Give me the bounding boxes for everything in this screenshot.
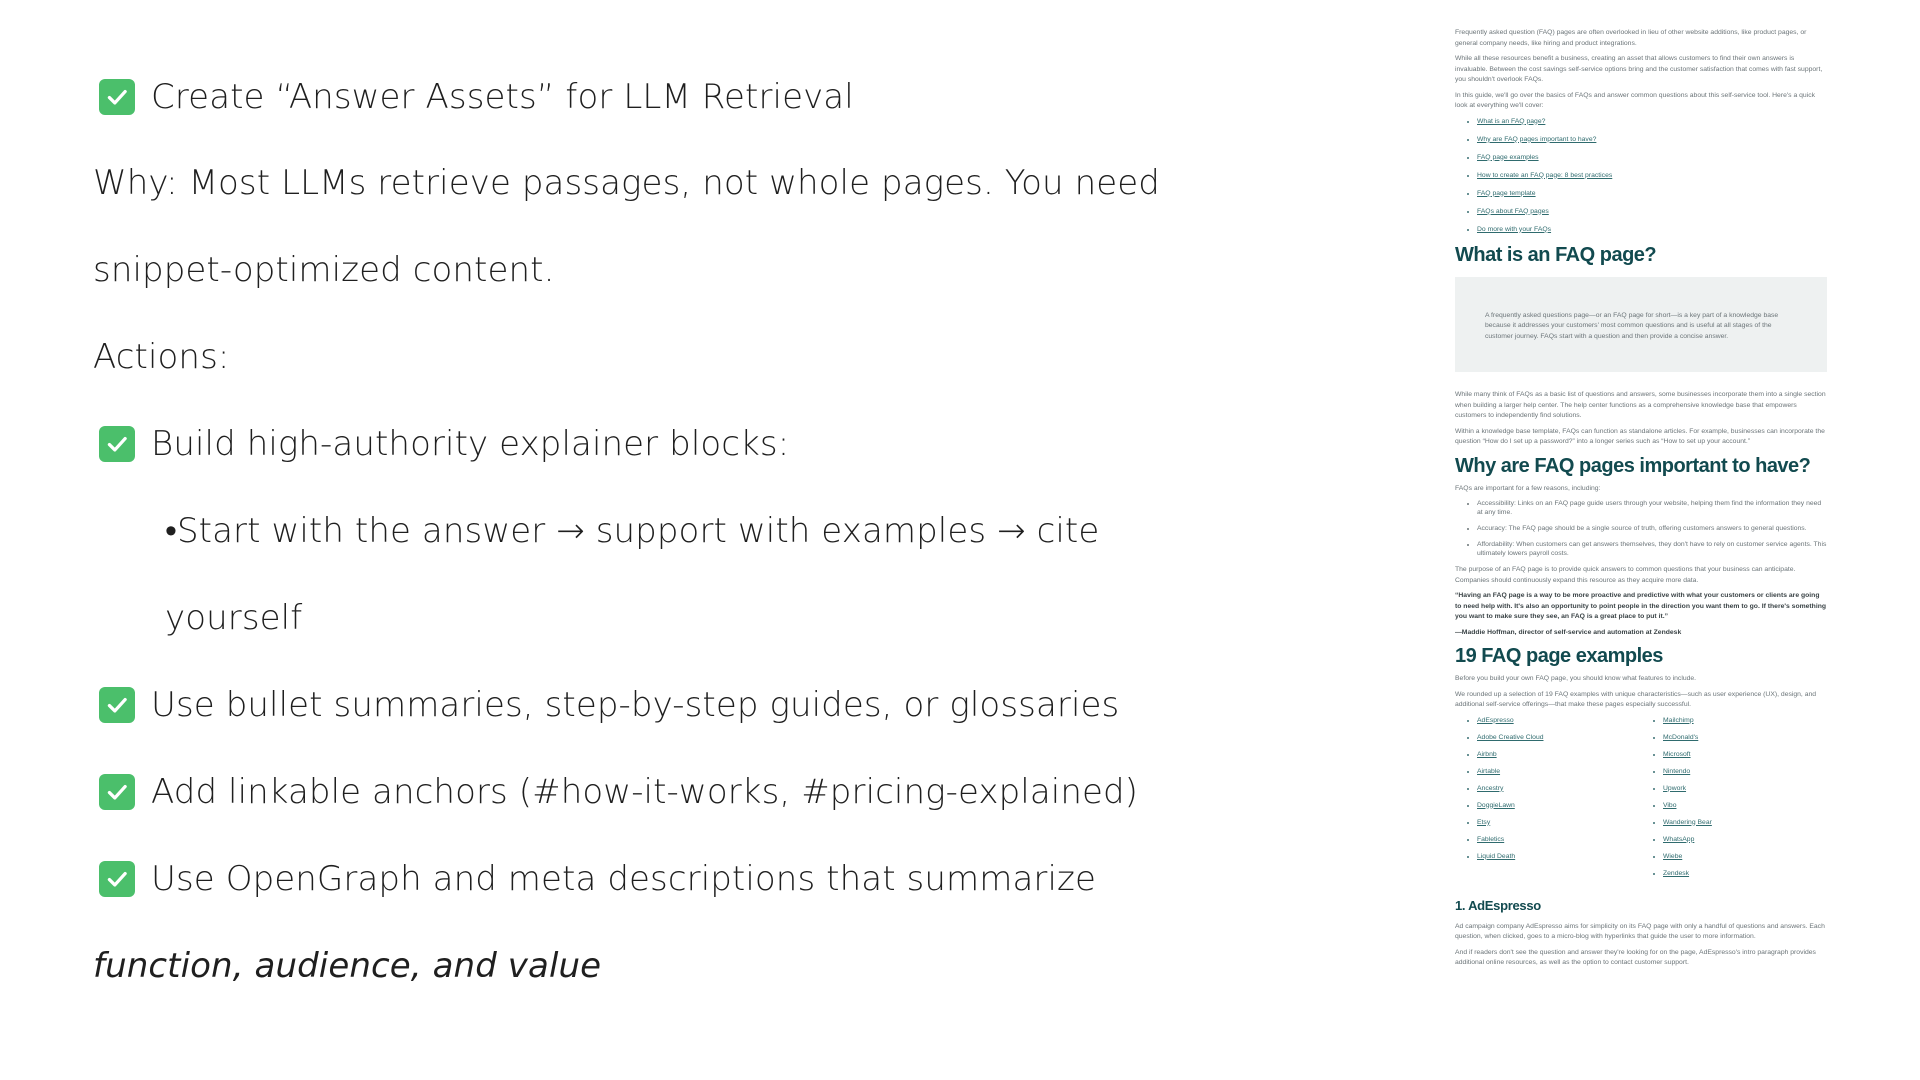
example-link[interactable]: • Fabletics: [1477, 835, 1641, 844]
faq-article-screenshot: [1455, 28, 1827, 1080]
examples-column-2: [1641, 716, 1827, 886]
article-intro-3: In this guide, we'll go over the basics of FAQs and answer common questions about this self-service tool. Here's a quick look at everything we'll cover:: [1455, 91, 1815, 109]
examples-column-1: [1455, 716, 1641, 886]
toc-item[interactable]: • What is an FAQ page?: [1477, 117, 1827, 126]
example-link[interactable]: • Upwork: [1663, 784, 1827, 793]
toc-item[interactable]: • Why are FAQ pages important to have?: [1477, 135, 1827, 144]
callout-text: A frequently asked questions page—or an FAQ page for short—is a key part of a knowledge base because it addresses your customers' most common questions and is useful at all stages of the customer journey. FAQs start with a question and then provide a concise answer.: [1485, 311, 1779, 340]
article-intro-2: While all these resources benefit a business, creating an asset that allows customers to find their own answers is invaluable. Between the cost savings self-service options bring and the customer satisfaction that comes with fast support, you shouldn't overlook FAQs.: [1455, 55, 1823, 83]
definition-callout: [1455, 277, 1827, 373]
reasons-intro: FAQs are important for a few reasons, including:: [1455, 484, 1601, 492]
example-link[interactable]: • Airtable: [1477, 767, 1641, 776]
example-link[interactable]: • Mailchimp: [1663, 716, 1827, 725]
heading-what-is-faq: What is an FAQ page?: [1455, 243, 1657, 266]
actions-label: Actions:: [93, 337, 230, 377]
heading-adespresso: 1. AdEspresso: [1455, 897, 1541, 913]
example-link[interactable]: • McDonald's: [1663, 733, 1827, 742]
example-link[interactable]: • Nintendo: [1663, 767, 1827, 776]
table-of-contents: [1455, 117, 1827, 234]
action-item-2: [99, 685, 1119, 725]
action-item-4: [99, 859, 1096, 899]
action-item-4-text: Use OpenGraph and meta descriptions that summarize: [151, 859, 1096, 899]
adespresso-para-1: Ad campaign company AdEspresso aims for simplicity on its FAQ page with only a handful of questions and answers. Each question, when clicked, goes to a micro-blog with hyperlinks that guide the user to more information.: [1455, 922, 1825, 940]
check-mark-icon: [99, 687, 135, 723]
article-para-4: While many think of FAQs as a basic list of questions and answers, some businesses incorporate them into a single section when building a larger help center. The help center functions as a comprehensive knowledge base that empowers customers to independently find solutions.: [1455, 391, 1826, 419]
heading-why-important: Why are FAQ pages important to have?: [1455, 454, 1811, 477]
action-item-2-text: Use bullet summaries, step-by-step guides, or glossaries: [151, 685, 1120, 725]
quote-text: “Having an FAQ page is a way to be more proactive and predictive with what your customers or clients are going to need help with. It's also an opportunity to point people in the direction you want them to go. If there's something you want to make sure they see, an FAQ is a great place to put it.”: [1455, 592, 1827, 620]
quote-author: —Maddie Hoffman, director of self-service and automation at Zendesk: [1455, 628, 1682, 636]
heading-row: [99, 77, 854, 117]
toc-item[interactable]: • FAQ page template: [1477, 189, 1827, 198]
check-mark-icon: [99, 79, 135, 115]
example-link[interactable]: • Ancestry: [1477, 784, 1641, 793]
toc-item[interactable]: • FAQs about FAQ pages: [1477, 207, 1827, 216]
action-item-4-continued: function, audience, and value: [93, 946, 602, 986]
adespresso-para-2: And if readers don't see the question and answer they're looking for on the page, AdEspresso's intro paragraph provides additional online resources, as well as the option to contact customer support.: [1455, 948, 1816, 966]
examples-list: [1455, 716, 1827, 890]
list-item: • Accessibility: Links on an FAQ page guide users through your website, helping them find the information they need at any time.: [1477, 499, 1827, 517]
example-link[interactable]: • Adobe Creative Cloud: [1477, 733, 1641, 742]
check-mark-icon: [99, 426, 135, 462]
check-mark-icon: [99, 774, 135, 810]
check-mark-icon: [99, 861, 135, 897]
list-item: • Accuracy: The FAQ page should be a single source of truth, offering customers answers to general questions.: [1477, 524, 1827, 533]
example-link[interactable]: • WhatsApp: [1663, 835, 1827, 844]
list-item: • Affordability: When customers can get answers themselves, they don't have to rely on customer service agents. This ultimately lowers payroll costs.: [1477, 540, 1827, 558]
sub-item-line-1: •Start with the answer → support with examples → cite: [165, 511, 1100, 551]
reasons-list: [1455, 499, 1827, 558]
why-line-2: snippet-optimized content.: [93, 250, 555, 290]
example-link[interactable]: • Vibo: [1663, 801, 1827, 810]
action-item-1-text: Build high-authority explainer blocks:: [151, 424, 790, 464]
example-link[interactable]: • Etsy: [1477, 818, 1641, 827]
example-link[interactable]: • Wandering Bear: [1663, 818, 1827, 827]
action-item-3: [99, 772, 1138, 812]
examples-intro-1: Before you build your own FAQ page, you should know what features to include.: [1455, 675, 1697, 682]
example-link[interactable]: • Zendesk: [1663, 869, 1827, 878]
example-link[interactable]: • Microsoft: [1663, 750, 1827, 759]
toc-item[interactable]: • How to create an FAQ page: 8 best practices: [1477, 171, 1827, 180]
action-item-3-text: Add linkable anchors (#how-it-works, #pricing-explained): [151, 772, 1139, 812]
action-item-1: [99, 424, 789, 464]
example-link[interactable]: • DoggieLawn: [1477, 801, 1641, 810]
toc-item[interactable]: • Do more with your FAQs: [1477, 225, 1827, 234]
examples-intro-2: We rounded up a selection of 19 FAQ examples with unique characteristics—such as user experience (UX), design, and additional self-service offerings—that make these pages especially successful.: [1455, 690, 1817, 708]
example-link[interactable]: • AdEspresso: [1477, 716, 1641, 725]
why-line-1: Why: Most LLMs retrieve passages, not whole pages. You need: [93, 163, 1160, 203]
slide-heading: Create “Answer Assets” for LLM Retrieval: [151, 77, 854, 117]
example-link[interactable]: • Liquid Death: [1477, 852, 1641, 861]
article-para-5: Within a knowledge base template, FAQs can function as standalone articles. For example, businesses can incorporate the question “How do I set up a password?” into a longer series such as “How to set up your account.”: [1455, 427, 1825, 445]
example-link[interactable]: • Wiebe: [1663, 852, 1827, 861]
sub-item-line-2: yourself: [165, 598, 303, 638]
toc-item[interactable]: • FAQ page examples: [1477, 153, 1827, 162]
purpose-para: The purpose of an FAQ page is to provide quick answers to common questions that your business can anticipate. Companies should continuously expand this resource as they acquire more data.: [1455, 566, 1796, 584]
heading-examples: 19 FAQ page examples: [1455, 645, 1663, 667]
example-link[interactable]: • Airbnb: [1477, 750, 1641, 759]
article-intro-1: Frequently asked question (FAQ) pages are often overlooked in lieu of other website additions, like product pages, or general company needs, like hiring and product integrations.: [1455, 29, 1807, 47]
